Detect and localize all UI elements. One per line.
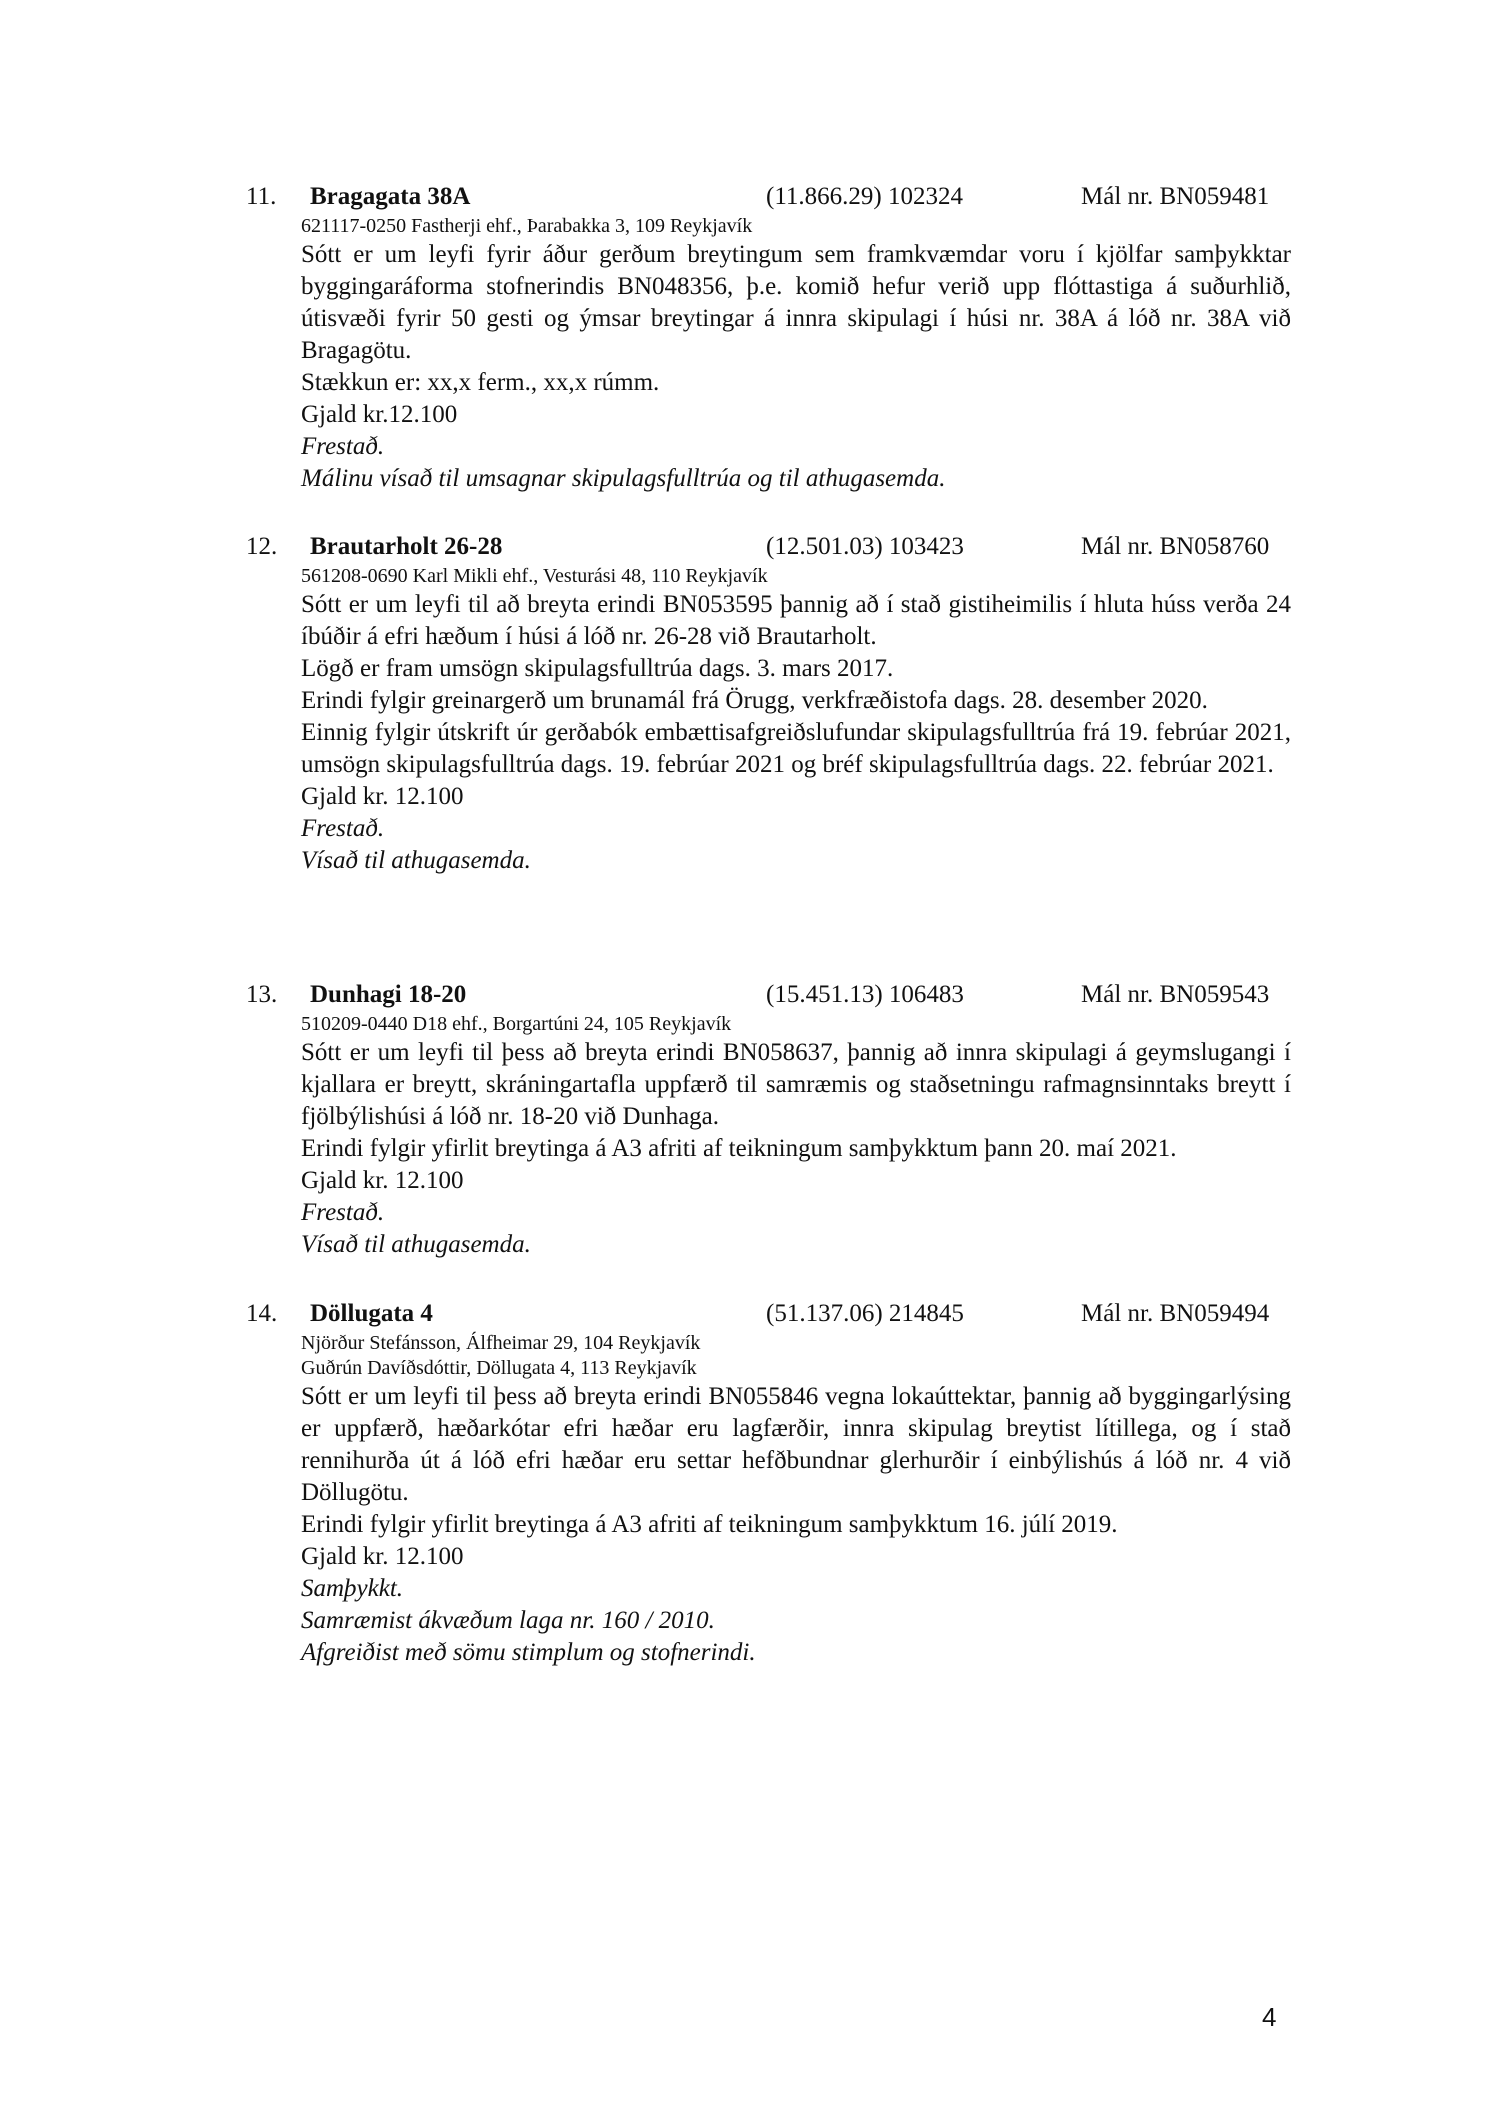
entry-body [301, 1331, 1291, 1669]
entry-note: Stækkun er: xx,x ferm., xx,x rúmm. [301, 369, 660, 396]
entry-header [246, 978, 1296, 1012]
entry-reference: (15.451.13) 106483 [766, 981, 964, 1008]
entry-description: Sótt er um leyfi til þess að breyta erindi BN055846 vegna lokaúttektar, þannig að byggingarlýsing er uppfærð, hæðarkótar efri hæðar eru lagfærðir, innra skipulag breytist lítillega, og í stað rennihurða út á lóð efri hæðar eru settar hefðbundnar glerhurðir í einbýlishús á lóð nr. 4 við Döllugötu. [301, 1383, 1291, 1506]
applicant: Guðrún Davíðsdóttir, Döllugata 4, 113 Reykjavík [301, 1357, 697, 1379]
entry-body [301, 214, 1291, 495]
applicant: Njörður Stefánsson, Álfheimar 29, 104 Reykjavík [301, 1332, 701, 1354]
entry-fee: Gjald kr.12.100 [301, 401, 458, 428]
entry-case-number: Mál nr. BN058760 [1081, 533, 1270, 560]
entry-note: Erindi fylgir yfirlit breytinga á A3 afriti af teikningum samþykktum 16. júlí 2019. [301, 1511, 1118, 1538]
entry-description: Sótt er um leyfi til þess að breyta erindi BN058637, þannig að innra skipulagi á geymslugangi í kjallara er breytt, skráningartafla uppfærð til samræmis og staðsetningu rafmagnsinntaks breytt í fjölbýlishúsi á lóð nr. 18-20 við Dunhaga. [301, 1039, 1291, 1130]
entry-case-number: Mál nr. BN059543 [1081, 981, 1270, 1008]
entry-number: 13. [246, 981, 278, 1008]
applicant: 621117-0250 Fastherji ehf., Þarabakka 3, 109 Reykjavík [301, 215, 753, 237]
case-entry-14 [246, 1297, 1296, 1669]
applicant: 510209-0440 D18 ehf., Borgartúni 24, 105 Reykjavík [301, 1013, 732, 1035]
entry-decision: Frestað. [301, 433, 385, 460]
entry-title: Brautarholt 26-28 [310, 533, 503, 560]
entry-decision: Frestað. [301, 1199, 385, 1226]
entry-header [246, 1297, 1296, 1331]
entry-description: Sótt er um leyfi til að breyta erindi BN053595 þannig að í stað gistiheimilis í hluta húss verða 24 íbúðir á efri hæðum í húsi á lóð nr. 26-28 við Brautarholt. [301, 591, 1291, 650]
entry-note: Lögð er fram umsögn skipulagsfulltrúa dags. 3. mars 2017. [301, 655, 894, 682]
entry-title: Dunhagi 18-20 [310, 981, 467, 1008]
case-entry-11 [246, 180, 1296, 495]
applicant: 561208-0690 Karl Mikli ehf., Vesturási 48, 110 Reykjavík [301, 565, 768, 587]
entry-case-number: Mál nr. BN059494 [1081, 1300, 1270, 1327]
entry-note: Erindi fylgir greinargerð um brunamál frá Örugg, verkfræðistofa dags. 28. desember 2020. [301, 687, 1208, 714]
entry-number: 14. [246, 1300, 278, 1327]
entry-note: Einnig fylgir útskrift úr gerðabók embættisafgreiðslufundar skipulagsfulltrúa frá 19. febrúar 2021, umsögn skipulagsfulltrúa dags. 19. febrúar 2021 og bréf skipulagsfulltrúa dags. 22. febrúar 2021. [301, 719, 1291, 778]
entry-header [246, 530, 1296, 564]
entry-reference: (51.137.06) 214845 [766, 1300, 964, 1327]
entry-decision: Samræmist ákvæðum laga nr. 160 / 2010. [301, 1607, 715, 1634]
entry-body [301, 1012, 1291, 1261]
entry-case-number: Mál nr. BN059481 [1081, 183, 1270, 210]
entry-number: 11. [246, 183, 277, 210]
entry-decision: Málinu vísað til umsagnar skipulagsfulltrúa og til athugasemda. [301, 465, 946, 492]
entry-decision: Vísað til athugasemda. [301, 847, 531, 874]
entry-reference: (12.501.03) 103423 [766, 533, 964, 560]
case-entry-13 [246, 978, 1296, 1261]
entry-decision: Vísað til athugasemda. [301, 1231, 531, 1258]
entry-title: Bragagata 38A [310, 183, 471, 210]
entry-body [301, 564, 1291, 877]
entry-note: Erindi fylgir yfirlit breytinga á A3 afriti af teikningum samþykktum þann 20. maí 2021. [301, 1135, 1177, 1162]
page-number: 4 [1262, 2002, 1277, 2032]
entry-number: 12. [246, 533, 278, 560]
entry-reference: (11.866.29) 102324 [766, 183, 963, 210]
entry-fee: Gjald kr. 12.100 [301, 1543, 464, 1570]
case-entry-12 [246, 530, 1296, 877]
entry-fee: Gjald kr. 12.100 [301, 783, 464, 810]
entry-description: Sótt er um leyfi fyrir áður gerðum breytingum sem framkvæmdar voru í kjölfar samþykktar byggingaráforma stofnerindis BN048356, þ.e. komið hefur verið upp flóttastiga á suðurhlið, útisvæði fyrir 50 gesti og ýmsar breytingar á innra skipulagi í húsi nr. 38A á lóð nr. 38A við Bragagötu. [301, 241, 1291, 364]
entry-decision: Samþykkt. [301, 1575, 404, 1602]
entry-decision: Afgreiðist með sömu stimplum og stofnerindi. [301, 1639, 756, 1666]
entry-header [246, 180, 1296, 214]
entry-decision: Frestað. [301, 815, 385, 842]
entry-title: Döllugata 4 [310, 1300, 433, 1327]
entry-fee: Gjald kr. 12.100 [301, 1167, 464, 1194]
